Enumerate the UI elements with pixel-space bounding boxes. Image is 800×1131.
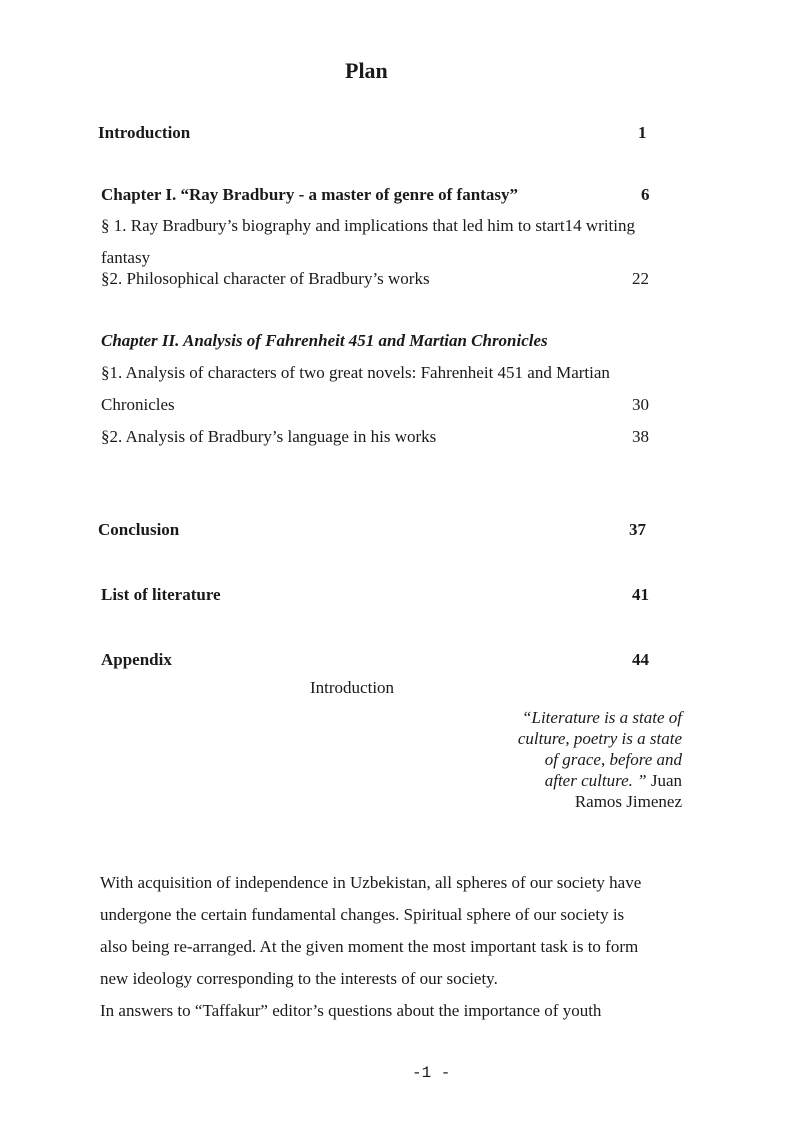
toc-introduction-page: 1 [638, 123, 647, 142]
epigraph-author-first: Juan [646, 771, 682, 790]
body-line-5: In answers to “Taffakur” editor’s questions about the importance of youth [100, 1001, 602, 1020]
introduction-heading: Introduction [310, 678, 395, 697]
toc-conclusion-page: 37 [629, 520, 646, 539]
page-number: -1 - [412, 1064, 451, 1082]
toc-chapter2-heading: Chapter II. Analysis of Fahrenheit 451 and Martian Chronicles [101, 331, 548, 350]
epigraph-line3: of grace, before and [544, 750, 682, 769]
epigraph [518, 707, 682, 812]
toc-chapter2-section1-page: 30 [632, 395, 649, 414]
epigraph-line1: “Literature is a state of [522, 708, 682, 727]
epigraph-line4 [518, 770, 682, 791]
toc-appendix-label: Appendix [101, 650, 172, 669]
toc-chapter2-section2-page: 38 [632, 427, 649, 446]
toc-chapter1-section1-line1: § 1. Ray Bradbury’s biography and implications that led him to start14 writing [101, 216, 636, 235]
plan-title: Plan [345, 58, 388, 83]
toc-chapter2-section1-line2: Chronicles [101, 395, 175, 414]
toc-chapter1-page: 6 [641, 185, 650, 204]
toc-literature-label: List of literature [101, 585, 221, 604]
toc-chapter1-section2-label: §2. Philosophical character of Bradbury’s works [101, 269, 430, 288]
toc-chapter2-section2-label: §2. Analysis of Bradbury’s language in his works [101, 427, 437, 446]
toc-chapter1-section2-page: 22 [632, 269, 649, 288]
body-line-4: new ideology corresponding to the interests of our society. [100, 969, 498, 988]
toc-appendix-page: 44 [632, 650, 649, 669]
toc-chapter1-heading: Chapter I. “Ray Bradbury - a master of genre of fantasy” [101, 185, 518, 204]
toc-literature-page: 41 [632, 585, 649, 604]
epigraph-author: Ramos Jimenez [574, 792, 682, 811]
epigraph-line4-italic: after culture. ” [544, 771, 647, 790]
epigraph-line2: culture, poetry is a state [517, 729, 682, 748]
toc-chapter1-section1-line2: fantasy [101, 248, 151, 267]
toc-introduction-label: Introduction [98, 123, 191, 142]
body-line-1: With acquisition of independence in Uzbekistan, all spheres of our society have [100, 873, 642, 892]
body-line-2: undergone the certain fundamental changes. Spiritual sphere of our society is [100, 905, 625, 924]
toc-chapter2-section1-line1: §1. Analysis of characters of two great novels: Fahrenheit 451 and Martian [101, 363, 610, 382]
body-line-3: also being re-arranged. At the given moment the most important task is to form [100, 937, 639, 956]
toc-conclusion-label: Conclusion [98, 520, 180, 539]
